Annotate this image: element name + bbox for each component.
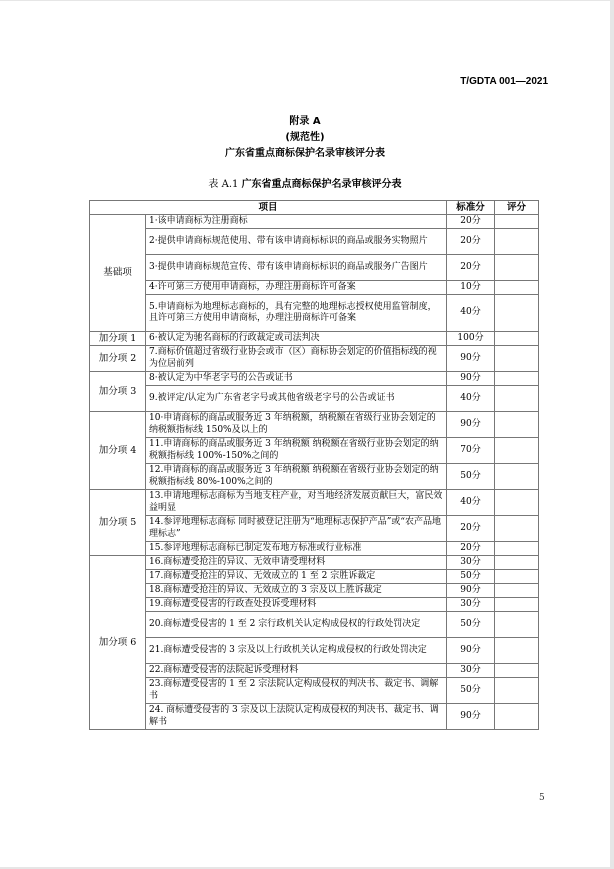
rating-cell[interactable]: [495, 664, 539, 678]
table-row: [90, 412, 539, 438]
appendix-subject: 广东省重点商标保护名录审核评分表: [225, 148, 385, 159]
table-row: [90, 678, 539, 704]
standard-score-cell: 20分: [447, 516, 495, 542]
standard-score-cell: 10分: [447, 281, 495, 295]
rating-cell[interactable]: [495, 638, 539, 664]
appendix-title: 附录 A: [289, 116, 321, 127]
rating-cell[interactable]: [495, 438, 539, 464]
item-cell: 23.商标遭受侵害的 1 至 2 宗法院认定构成侵权的判决书、裁定书、调解书: [146, 678, 447, 704]
table-row: [90, 584, 539, 598]
table-row: [90, 215, 539, 229]
table-row: [90, 570, 539, 584]
table-number: 表 A.1: [208, 179, 239, 190]
item-cell: 4·许可第三方使用申请商标，办理注册商标许可备案: [146, 281, 447, 295]
standard-score-cell: 50分: [447, 570, 495, 584]
standard-score-cell: 90分: [447, 372, 495, 386]
appendix-type: (规范性): [285, 132, 325, 143]
rating-cell[interactable]: [495, 215, 539, 229]
table-title: 广东省重点商标保护名录审核评分表: [241, 179, 402, 190]
rating-cell[interactable]: [495, 229, 539, 255]
standard-score-cell: 40分: [447, 295, 495, 332]
table-body: [90, 215, 539, 730]
rating-cell[interactable]: [495, 464, 539, 490]
rating-cell[interactable]: [495, 570, 539, 584]
item-cell: 24. 商标遭受侵害的 3 宗及以上法院认定构成侵权的判决书、裁定书、调解书: [146, 704, 447, 730]
category-cell: 加分项 3: [90, 372, 146, 412]
rating-cell[interactable]: [495, 346, 539, 372]
standard-score-cell: 20分: [447, 229, 495, 255]
item-cell: 5.申请商标为地理标志商标的，具有完整的地理标志授权使用监管制度，且许可第三方使用申请商标，办理注册商标许可备案: [146, 295, 447, 332]
item-cell: 13.申请地理标志商标为当地支柱产业，对当地经济发展贡献巨大，富民效益明显: [146, 490, 447, 516]
page-number: 5: [539, 793, 545, 803]
document-page: [0, 1, 610, 867]
category-cell: 加分项 4: [90, 412, 146, 490]
standard-score-cell: 50分: [447, 612, 495, 638]
standard-score-cell: 70分: [447, 438, 495, 464]
rating-cell[interactable]: [495, 386, 539, 412]
rating-cell[interactable]: [495, 372, 539, 386]
item-cell: 16.商标遭受抢注的异议、无效申请受理材料: [146, 556, 447, 570]
item-cell: 11.申请商标的商品或服务近 3 年纳税额 纳税额在省级行业协会划定的纳税额指标线 100%-150%之间的: [146, 438, 447, 464]
standard-score-cell: 90分: [447, 346, 495, 372]
table-row: [90, 542, 539, 556]
table-row: [90, 438, 539, 464]
rating-cell[interactable]: [495, 556, 539, 570]
table-row: [90, 664, 539, 678]
table-row: [90, 295, 539, 332]
table-row: [90, 556, 539, 570]
standard-score-cell: 40分: [447, 490, 495, 516]
table-row: [90, 281, 539, 295]
rating-cell[interactable]: [495, 281, 539, 295]
item-cell: 17.商标遭受抢注的异议、无效成立的 1 至 2 宗胜诉裁定: [146, 570, 447, 584]
standard-score-cell: 90分: [447, 412, 495, 438]
standard-score-cell: 20分: [447, 255, 495, 281]
rating-cell[interactable]: [495, 678, 539, 704]
item-cell: 10·申请商标的商品或服务近 3 年纳税额，纳税额在省级行业协会划定的纳税额指标线 150%及以上的: [146, 412, 447, 438]
item-cell: 22.商标遭受侵害的法院起诉受理材料: [146, 664, 447, 678]
standard-score-cell: 40分: [447, 386, 495, 412]
category-cell: 基础项: [90, 215, 146, 332]
standard-score-cell: 20分: [447, 215, 495, 229]
rating-cell[interactable]: [495, 598, 539, 612]
table-row: [90, 346, 539, 372]
item-cell: 18.商标遭受抢注的异议、无效成立的 3 宗及以上胜诉裁定: [146, 584, 447, 598]
category-cell: 加分项 5: [90, 490, 146, 556]
item-cell: 14.参评地理标志商标 同时被登记注册为“地理标志保护产品”或“农产品地理标志”: [146, 516, 447, 542]
rating-cell[interactable]: [495, 490, 539, 516]
table-row: [90, 372, 539, 386]
standard-score-cell: 90分: [447, 638, 495, 664]
table-row: [90, 229, 539, 255]
scoring-table: [89, 200, 539, 730]
category-cell: 加分项 1: [90, 332, 146, 346]
standard-score-cell: 90分: [447, 584, 495, 598]
table-row: [90, 598, 539, 612]
table-row: [90, 516, 539, 542]
header-item: 项目: [90, 201, 447, 215]
standard-score-cell: 20分: [447, 542, 495, 556]
item-cell: 2·提供申请商标规范使用、带有该申请商标标识的商品或服务实物照片: [146, 229, 447, 255]
rating-cell[interactable]: [495, 516, 539, 542]
standard-score-cell: 100分: [447, 332, 495, 346]
item-cell: 19.商标遭受侵害的行政查处投诉受理材料: [146, 598, 447, 612]
item-cell: 6·被认定为驰名商标的行政裁定或司法判决: [146, 332, 447, 346]
item-cell: 12.申请商标的商品或服务近 3 年纳税额 纳税额在省级行业协会划定的纳税额指标线 80%-100%之间的: [146, 464, 447, 490]
rating-cell[interactable]: [495, 704, 539, 730]
rating-cell[interactable]: [495, 295, 539, 332]
item-cell: 1·该申请商标为注册商标: [146, 215, 447, 229]
header-standard-score: 标准分: [447, 201, 495, 215]
category-cell: 加分项 6: [90, 556, 146, 730]
table-row: [90, 704, 539, 730]
item-cell: 21.商标遭受侵害的 3 宗及以上行政机关认定构成侵权的行政处罚决定: [146, 638, 447, 664]
table-row: [90, 638, 539, 664]
rating-cell[interactable]: [495, 332, 539, 346]
standard-score-cell: 50分: [447, 678, 495, 704]
standard-score-cell: 90分: [447, 704, 495, 730]
category-cell: 加分项 2: [90, 346, 146, 372]
rating-cell[interactable]: [495, 255, 539, 281]
standard-score-cell: 30分: [447, 664, 495, 678]
header-rating: 评分: [495, 201, 539, 215]
table-header-row: [90, 201, 539, 215]
table-row: [90, 255, 539, 281]
item-cell: 8·被认定为中华老字号的公告或证书: [146, 372, 447, 386]
item-cell: 20.商标遭受侵害的 1 至 2 宗行政机关认定构成侵权的行政处罚决定: [146, 612, 447, 638]
rating-cell[interactable]: [495, 542, 539, 556]
table-row: [90, 490, 539, 516]
rating-cell[interactable]: [495, 584, 539, 598]
table-row: [90, 386, 539, 412]
table-row: [90, 332, 539, 346]
table-row: [90, 464, 539, 490]
item-cell: 15.参评地理标志商标已制定发布地方标准或行业标准: [146, 542, 447, 556]
item-cell: 9.被评定/认定为广东省老字号或其他省级老字号的公告或证书: [146, 386, 447, 412]
rating-cell[interactable]: [495, 412, 539, 438]
standard-score-cell: 30分: [447, 598, 495, 612]
standard-score-cell: 50分: [447, 464, 495, 490]
standard-score-cell: 30分: [447, 556, 495, 570]
item-cell: 7.商标价值超过省级行业协会或市（区）商标协会划定的价值指标线的视为位居前列: [146, 346, 447, 372]
standard-code: T/GDTA 001—2021: [460, 76, 548, 87]
table-caption: [0, 178, 610, 192]
rating-cell[interactable]: [495, 612, 539, 638]
table-row: [90, 612, 539, 638]
item-cell: 3·提供申请商标规范宣传、带有该申请商标标识的商品或服务广告图片: [146, 255, 447, 281]
